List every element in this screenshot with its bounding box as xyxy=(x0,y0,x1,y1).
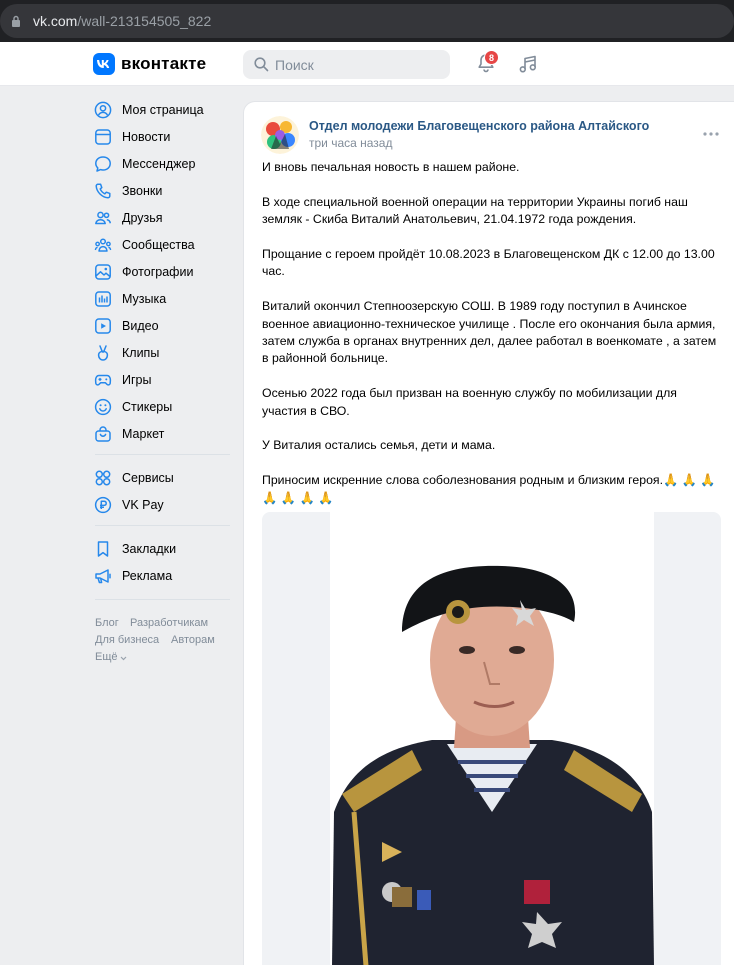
sidebar-item-label: Клипы xyxy=(122,346,160,360)
footer-link-more: Ещё xyxy=(95,651,118,663)
sidebar-item-label: Реклама xyxy=(122,569,173,583)
sidebar-item-market[interactable] xyxy=(93,421,233,447)
footer-link-authors[interactable]: Авторам xyxy=(171,634,215,646)
gamepad-icon xyxy=(93,370,113,390)
sidebar-item-label: Видео xyxy=(122,319,159,333)
lock-icon xyxy=(11,15,21,27)
footer-more-button[interactable] xyxy=(95,651,135,665)
sidebar-item-photos[interactable] xyxy=(93,259,233,285)
sidebar-item-services[interactable] xyxy=(93,465,233,491)
sidebar-divider xyxy=(95,599,230,600)
megaphone-icon xyxy=(93,566,113,586)
post-paragraph: У Виталия остались семья, дети и мама. xyxy=(262,438,496,453)
photo-icon xyxy=(93,262,113,282)
vk-brand[interactable]: вконтакте xyxy=(121,54,207,73)
sidebar-item-vkpay[interactable] xyxy=(93,492,233,518)
sidebar-item-label: Игры xyxy=(122,373,152,387)
vkpay-icon xyxy=(93,495,113,515)
bookmark-icon xyxy=(93,539,113,559)
url-path: /wall-213154505_822 xyxy=(77,13,212,29)
clips-icon xyxy=(93,343,113,363)
user-circle-icon xyxy=(93,100,113,120)
address-bar[interactable] xyxy=(0,4,734,38)
sidebar-item-ads[interactable] xyxy=(93,563,233,589)
vk-logo-icon[interactable] xyxy=(93,53,115,75)
soldier-portrait-image xyxy=(262,512,721,965)
sidebar-item-games[interactable] xyxy=(93,367,233,393)
search-icon xyxy=(254,57,269,72)
post-card xyxy=(243,101,734,965)
post-paragraph: Прощание с героем пройдёт 10.08.2023 в Благовещенском ДК с 12.00 до 13.00 час. xyxy=(262,247,715,279)
news-icon xyxy=(93,127,113,147)
sidebar-item-messenger[interactable] xyxy=(93,151,233,177)
sidebar-item-music[interactable] xyxy=(93,286,233,312)
services-icon xyxy=(93,468,113,488)
music-icon[interactable] xyxy=(518,54,538,74)
market-icon xyxy=(93,424,113,444)
search-box[interactable] xyxy=(243,50,450,79)
sidebar-divider xyxy=(95,454,230,455)
sidebar-item-label: Закладки xyxy=(122,542,177,556)
friends-icon xyxy=(93,208,113,228)
sidebar-item-label: Стикеры xyxy=(122,400,173,414)
search-input[interactable] xyxy=(275,50,445,79)
sidebar-item-bookmarks[interactable] xyxy=(93,536,233,562)
post-paragraph: Приносим искренние слова соболезнования родным и близким героя.🙏 🙏 🙏 🙏 🙏 🙏 🙏 xyxy=(262,473,716,505)
video-icon xyxy=(93,316,113,336)
sidebar-item-label: Моя страница xyxy=(122,103,204,117)
url-domain: vk.com xyxy=(33,13,78,29)
sidebar-item-label: Новости xyxy=(122,130,171,144)
url-text[interactable] xyxy=(33,13,211,29)
sidebar-item-friends[interactable] xyxy=(93,205,233,231)
sidebar-item-label: Маркет xyxy=(122,427,165,441)
sidebar-item-label: Фотографии xyxy=(122,265,194,279)
browser-bar xyxy=(0,0,734,42)
community-avatar[interactable] xyxy=(261,116,299,154)
post-paragraph: Осенью 2022 года был призван на военную службу по мобилизации для участия в СВО. xyxy=(262,386,677,418)
sticker-icon xyxy=(93,397,113,417)
sidebar-item-clips[interactable] xyxy=(93,340,233,366)
communities-icon xyxy=(93,235,113,255)
post-paragraph: Виталий окончил Степноозерскую СОШ. В 1989 году поступил в Ачинское военное авиационно-техническое училище . После его окончания была армия, затем служба в органах внутренних дел, далее работал в военкомате , а затем в районной больнице. xyxy=(262,299,717,366)
sidebar-divider xyxy=(95,525,230,526)
post-timestamp[interactable]: три часа назад xyxy=(309,136,393,150)
footer-link-business[interactable]: Для бизнеса xyxy=(95,634,160,646)
sidebar-item-communities[interactable] xyxy=(93,232,233,258)
sidebar-item-video[interactable] xyxy=(93,313,233,339)
sidebar-item-label: Мессенджер xyxy=(122,157,196,171)
music-bars-icon xyxy=(93,289,113,309)
footer-link-blog[interactable]: Блог xyxy=(95,617,119,629)
notification-badge: 8 xyxy=(484,50,499,65)
sidebar-item-label: Друзья xyxy=(122,211,163,225)
post-paragraph: В ходе специальной военной операции на территории Украины погиб наш земляк - Скиба Виталий Анатольевич, 21.04.1972 года рождения. xyxy=(262,194,688,227)
sidebar-item-label: Сообщества xyxy=(122,238,195,252)
phone-icon xyxy=(93,181,113,201)
post-photo[interactable] xyxy=(262,512,721,965)
sidebar-item-label: Музыка xyxy=(122,292,167,306)
sidebar-item-stickers[interactable] xyxy=(93,394,233,420)
vk-header xyxy=(0,42,734,86)
footer-link-developers[interactable]: Разработчикам xyxy=(130,617,209,629)
sidebar-item-label: Звонки xyxy=(122,184,163,198)
more-options-icon[interactable] xyxy=(703,132,719,136)
sidebar-item-news[interactable] xyxy=(93,124,233,150)
sidebar-item-label: Сервисы xyxy=(122,471,174,485)
chevron-down-icon xyxy=(120,656,127,661)
sidebar-item-calls[interactable] xyxy=(93,178,233,204)
post-author-link[interactable]: Отдел молодежи Благовещенского района Алтайского xyxy=(309,119,650,133)
sidebar-item-my-page[interactable] xyxy=(93,97,233,123)
post-text xyxy=(262,159,724,524)
sidebar-item-label: VK Pay xyxy=(122,498,164,512)
post-paragraph: И вновь печальная новость в нашем районе. xyxy=(262,160,520,174)
message-icon xyxy=(93,154,113,174)
